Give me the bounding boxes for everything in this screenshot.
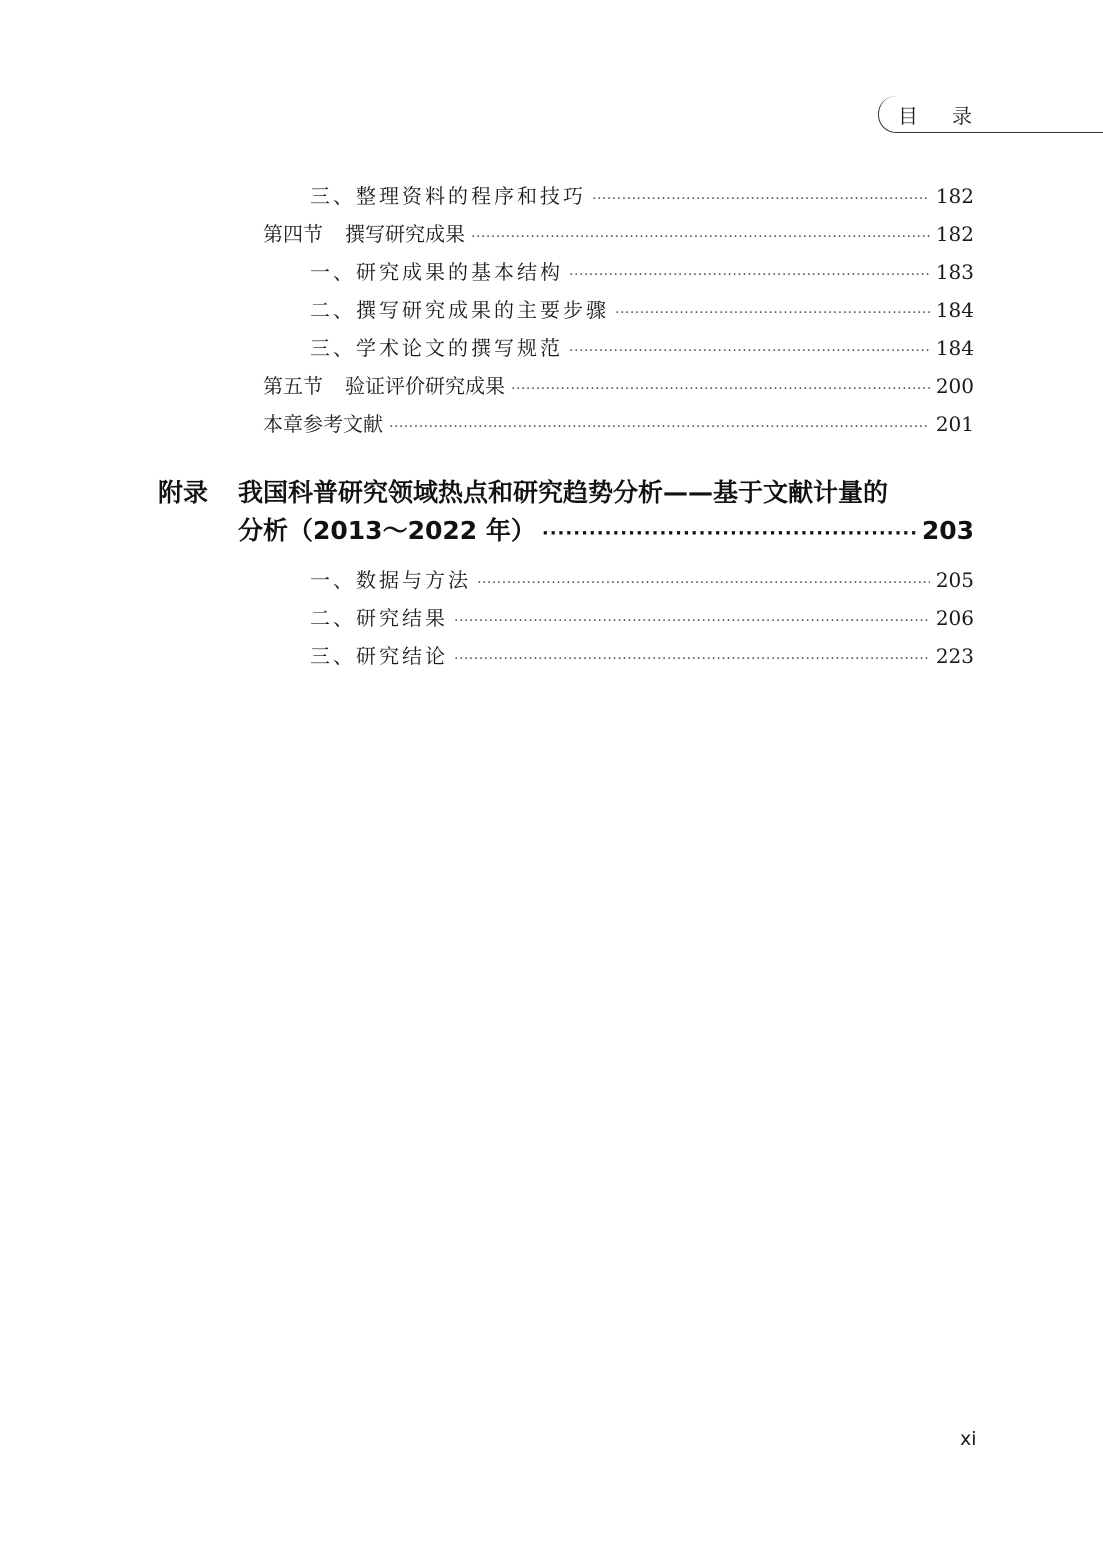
toc-section-label <box>263 218 465 247</box>
toc-entry-page: 184 <box>935 298 974 322</box>
section-title: 验证评价研究成果 <box>345 374 505 398</box>
appendix-title-row2 <box>238 512 974 553</box>
toc-entry[interactable] <box>310 294 974 324</box>
appendix-title-row <box>158 474 974 512</box>
appendix-page: 203 <box>921 516 974 545</box>
toc-section[interactable] <box>263 370 974 400</box>
running-header-title: 目录 <box>898 104 1006 128</box>
toc-entry-page: 206 <box>935 606 974 630</box>
toc-entry-label: 三、整理资料的程序和技巧 <box>310 184 586 208</box>
dot-leader <box>477 575 930 591</box>
toc-entry-page: 183 <box>935 260 974 284</box>
section-number: 第五节 <box>263 374 323 398</box>
toc-entry[interactable] <box>310 180 974 210</box>
page-number: xi <box>960 1428 977 1450</box>
dot-leader <box>511 381 930 397</box>
dot-leader <box>615 305 930 321</box>
toc-section[interactable] <box>263 408 974 438</box>
toc-entry[interactable] <box>310 332 974 362</box>
toc-entry-page: 182 <box>935 184 974 208</box>
toc-entry-label: 二、撰写研究成果的主要步骤 <box>310 298 609 322</box>
section-title: 撰写研究成果 <box>345 222 465 246</box>
appendix-prefix: 附录 <box>158 478 209 507</box>
dot-leader <box>454 613 930 629</box>
toc-entry-label: 三、研究结论 <box>310 644 448 668</box>
dot-leader <box>454 651 930 667</box>
dot-leader <box>569 267 930 283</box>
section-number: 第四节 <box>263 222 323 246</box>
appendix-heading[interactable] <box>158 474 974 553</box>
toc-entry-page: 205 <box>935 568 974 592</box>
toc-section-label <box>263 370 505 399</box>
toc-entry-page: 223 <box>935 644 974 668</box>
toc-entry-label: 二、研究结果 <box>310 606 448 630</box>
toc-entry-label: 三、学术论文的撰写规范 <box>310 336 563 360</box>
toc-entry[interactable] <box>310 564 974 594</box>
appendix-title-line2: 分析（2013～2022 年） <box>238 516 536 545</box>
toc-entry-page: 200 <box>935 374 974 398</box>
dot-leader <box>471 229 930 245</box>
dot-leader <box>569 343 930 359</box>
toc-section[interactable] <box>263 218 974 248</box>
toc-entry-page: 182 <box>935 222 974 246</box>
dot-leader <box>389 419 930 435</box>
appendix-title-line1: 我国科普研究领域热点和研究趋势分析——基于文献计量的 <box>238 478 889 507</box>
toc-entry-label: 一、研究成果的基本结构 <box>310 260 563 284</box>
toc-entry[interactable] <box>310 256 974 286</box>
toc-entry-page: 201 <box>935 412 974 436</box>
toc-entry-label: 一、数据与方法 <box>310 568 471 592</box>
toc-section-label: 本章参考文献 <box>263 412 383 436</box>
dot-leader <box>592 191 930 207</box>
toc-entry[interactable] <box>310 640 974 670</box>
toc-entry-page: 184 <box>935 336 974 360</box>
dot-leader <box>542 515 916 553</box>
toc-entry[interactable] <box>310 602 974 632</box>
